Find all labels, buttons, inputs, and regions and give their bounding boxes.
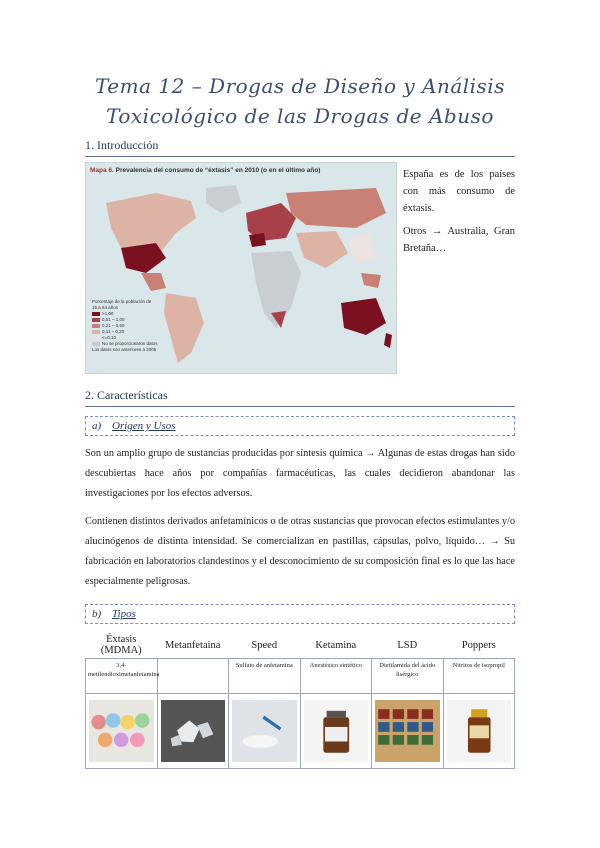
region-south-america — [164, 293, 204, 363]
paragraph-composicion: Contienen distintos derivados anfetamínicos o de otras sustancias que provocan efectos estimulantes y/o alucinógenos de distinta intensidad. Se comercializan en pastillas, cápsulas, polvo, líquido… → Su fabricación en laboratorios clandestinos y el desconocimiento de su composición final es lo que las hace especialmente peligrosas. — [85, 516, 515, 587]
subsection-box-tipos — [85, 604, 515, 624]
image-cell-extasis — [86, 694, 158, 769]
poppers-bottle-image — [447, 700, 512, 762]
ketamine-bottle-image — [304, 700, 369, 762]
region-new-zealand — [384, 333, 392, 348]
region-greenland — [206, 185, 241, 213]
legend-swatch — [92, 330, 100, 334]
header-extasis: Éxtasis (MDMA) — [100, 634, 142, 656]
table-header-row — [86, 632, 515, 659]
table-row-images — [86, 694, 515, 769]
region-russia — [286, 188, 386, 228]
section-heading-caracteristicas: 2. Características — [85, 388, 168, 402]
image-cell-ketamina — [300, 694, 372, 769]
subsection-letter: a) — [92, 420, 102, 432]
table-row-descriptions — [86, 659, 515, 694]
region-asia — [296, 231, 348, 268]
image-cell-metanfetamina — [157, 694, 229, 769]
side-note-paragraph-2: Otros → Australia, Gran Bretaña… — [403, 226, 515, 254]
desc-metanfetamina — [157, 659, 229, 694]
desc-poppers: Nitritos de isopropil — [443, 659, 515, 694]
map-legend: Porcentaje de la población de 15 a 64 años >1,00 0,51 – 1,00 0,21 – 0,50 0,11 – 0,20 <=0,10 No se proporcionaron datos Los datos son anteriores a 2006 — [92, 299, 158, 352]
image-cell-speed — [229, 694, 301, 769]
region-australia — [341, 298, 386, 335]
lsd-blotter-image — [375, 700, 440, 762]
speed-powder-image — [232, 700, 297, 762]
legend-label: No se proporcionaron datos — [102, 341, 158, 346]
region-central-america — [141, 273, 166, 291]
side-note-paragraph-1: España es de los países con más consumo de éxtasis. — [403, 169, 515, 214]
ecstasy-pills-image — [89, 700, 154, 762]
legend-swatch — [92, 342, 100, 346]
legend-label: 0,21 – 0,50 — [102, 323, 125, 328]
region-east-asia — [348, 233, 376, 263]
subsection-title: Origen y Usos — [112, 420, 176, 432]
paragraph-origen: Son un amplio grupo de sustancias producidas por síntesis química → Algunas de estas drogas han sido descubiertas hace años por compañías farmacéuticas, las cuales decidieron abandonar las investigaciones por los efectos adversos. — [85, 448, 515, 499]
subsection-box-origen — [85, 416, 515, 436]
subsection-letter: b) — [92, 608, 102, 620]
legend-label: 0,51 – 1,00 — [102, 317, 125, 322]
section-divider — [85, 156, 515, 157]
section-divider — [85, 406, 515, 407]
image-cell-lsd — [372, 694, 444, 769]
page-title-line2: Toxicológico de las Drogas de Abuso — [106, 104, 494, 128]
page-title-line1: Tema 12 – Drogas de Diseño y Análisis — [95, 74, 505, 98]
legend-swatch — [92, 312, 100, 316]
header-metanfetamina: Metanfetaina — [165, 639, 221, 651]
desc-lsd: Dietilamida del ácido lisérgico — [372, 659, 444, 694]
region-southeast-asia — [361, 273, 381, 288]
image-cell-poppers — [443, 694, 515, 769]
legend-swatch — [92, 324, 100, 328]
methamphetamine-crystals-image — [161, 700, 226, 762]
desc-extasis: 3,4-metilendioximetanfetamina — [86, 659, 158, 694]
world-map-figure — [85, 162, 397, 374]
legend-label: 0,11 – 0,20 — [102, 329, 125, 334]
desc-ketamina: Anestésico sintético — [300, 659, 372, 694]
header-ketamina: Ketamina — [315, 639, 357, 651]
desc-speed: Sulfato de anfetamina — [229, 659, 301, 694]
legend-swatch — [92, 318, 100, 322]
map-caption: Mapa 6. Prevalencia del consumo de “éxtasis” en 2010 (o en el último año) — [90, 167, 321, 174]
side-note — [403, 166, 515, 263]
region-spain — [249, 233, 266, 247]
drug-types-table — [85, 632, 515, 769]
legend-label: <=0,10 — [102, 335, 117, 340]
header-speed: Speed — [251, 639, 278, 651]
section-heading-introduccion: 1. Introducción — [85, 138, 159, 152]
header-lsd: LSD — [397, 639, 418, 651]
header-poppers: Poppers — [461, 639, 496, 651]
legend-swatch — [92, 336, 100, 340]
legend-label: >1,00 — [102, 311, 114, 316]
subsection-title: Tipos — [112, 608, 136, 620]
